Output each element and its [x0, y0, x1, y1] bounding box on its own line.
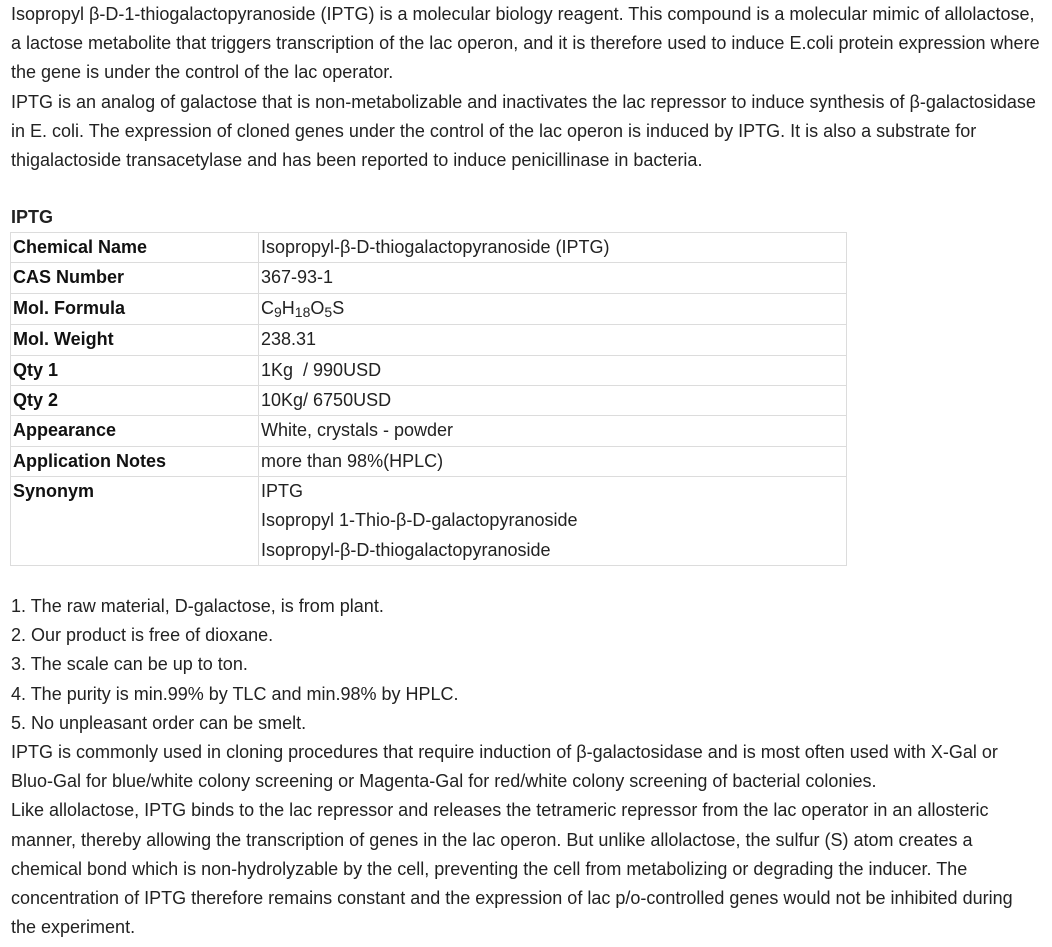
notes-paragraph-1: IPTG is commonly used in cloning procedures that require induction of β-galactosidase and is most often used with X-Gal or Bluo-Gal for blue/white colony screening or Magenta-Gal for red/white colony screening of bacterial colonies. [11, 742, 998, 792]
table-row [11, 386, 847, 416]
row-value: 10Kg/ 6750USD [259, 386, 847, 416]
row-value: Isopropyl-β-D-thiogalactopyranoside (IPTG) [259, 233, 847, 263]
table-row [11, 293, 847, 324]
table-row [11, 477, 847, 566]
table-row [11, 325, 847, 355]
row-label: Synonym [11, 477, 259, 566]
row-label: Mol. Formula [11, 293, 259, 324]
formula-count-c: 9 [274, 303, 282, 320]
table-row [11, 416, 847, 446]
row-label: Application Notes [11, 446, 259, 476]
note-item: 5. No unpleasant order can be smelt. [11, 712, 307, 733]
note-item: 2. Our product is free of dioxane. [11, 625, 274, 646]
formula-count-o: 5 [324, 303, 333, 320]
row-value: 238.31 [259, 325, 847, 355]
row-value: White, crystals - powder [259, 416, 847, 446]
row-label: CAS Number [11, 263, 259, 293]
row-label: Chemical Name [11, 233, 259, 263]
synonym-list [259, 477, 847, 566]
molecular-formula [259, 293, 847, 324]
table-row [11, 263, 847, 293]
row-label: Mol. Weight [11, 325, 259, 355]
note-item: 4. The purity is min.99% by TLC and min.98% by HPLC. [11, 683, 459, 704]
intro-section [11, 0, 1041, 175]
synonym-item: IPTG [261, 481, 304, 502]
formula-element-h: H [281, 297, 295, 318]
note-item: 3. The scale can be up to ton. [11, 654, 248, 675]
formula-count-h: 18 [294, 303, 311, 320]
product-heading: IPTG [11, 207, 54, 227]
table-row [11, 446, 847, 476]
row-label: Qty 1 [11, 355, 259, 385]
row-value: more than 98%(HPLC) [259, 446, 847, 476]
notes-paragraph-2: Like allolactose, IPTG binds to the lac repressor and releases the tetrameric repressor from the lac operator in an allosteric manner, thereby allowing the transcription of genes in the lac operon. But unlike allolactose, the sulfur (S) atom creates a chemical bond which is non-hydrolyzable by the cell, preventing the cell from metabolizing or degrading the inducer. The concentration of IPTG therefore remains constant and the expression of lac p/o-controlled genes would not be inhibited during the experiment. [11, 800, 1013, 938]
row-label: Appearance [11, 416, 259, 446]
synonym-item: Isopropyl-β-D-thiogalactopyranoside [261, 539, 551, 560]
table-row [11, 233, 847, 263]
row-label: Qty 2 [11, 386, 259, 416]
synonym-item: Isopropyl 1-Thio-β-D-galactopyranoside [261, 510, 578, 531]
formula-element-s: S [332, 297, 345, 318]
notes-section [11, 592, 1041, 942]
row-value: 367-93-1 [259, 263, 847, 293]
note-item: 1. The raw material, D-galactose, is from plant. [11, 596, 384, 616]
intro-paragraph-1: Isopropyl β-D-1-thiogalactopyranoside (IPTG) is a molecular biology reagent. This compound is a molecular mimic of allolactose, a lactose metabolite that triggers transcription of the lac operon, and it is therefore used to induce E.coli protein expression where the gene is under the control of the lac operator. [11, 4, 1040, 83]
intro-paragraph-2: IPTG is an analog of galactose that is non-metabolizable and inactivates the lac repressor to induce synthesis of β-galactosidase in E. coli. The expression of cloned genes under the control of the lac operon is induced by IPTG. It is also a substrate for thigalactoside transacetylase and has been reported to induce penicillinase in bacteria. [11, 91, 1036, 171]
product-spec-table [10, 232, 847, 566]
formula-element-c: C [261, 297, 274, 318]
row-value: 1Kg / 990USD [259, 355, 847, 385]
formula-element-o: O [310, 297, 325, 318]
table-row [11, 355, 847, 385]
